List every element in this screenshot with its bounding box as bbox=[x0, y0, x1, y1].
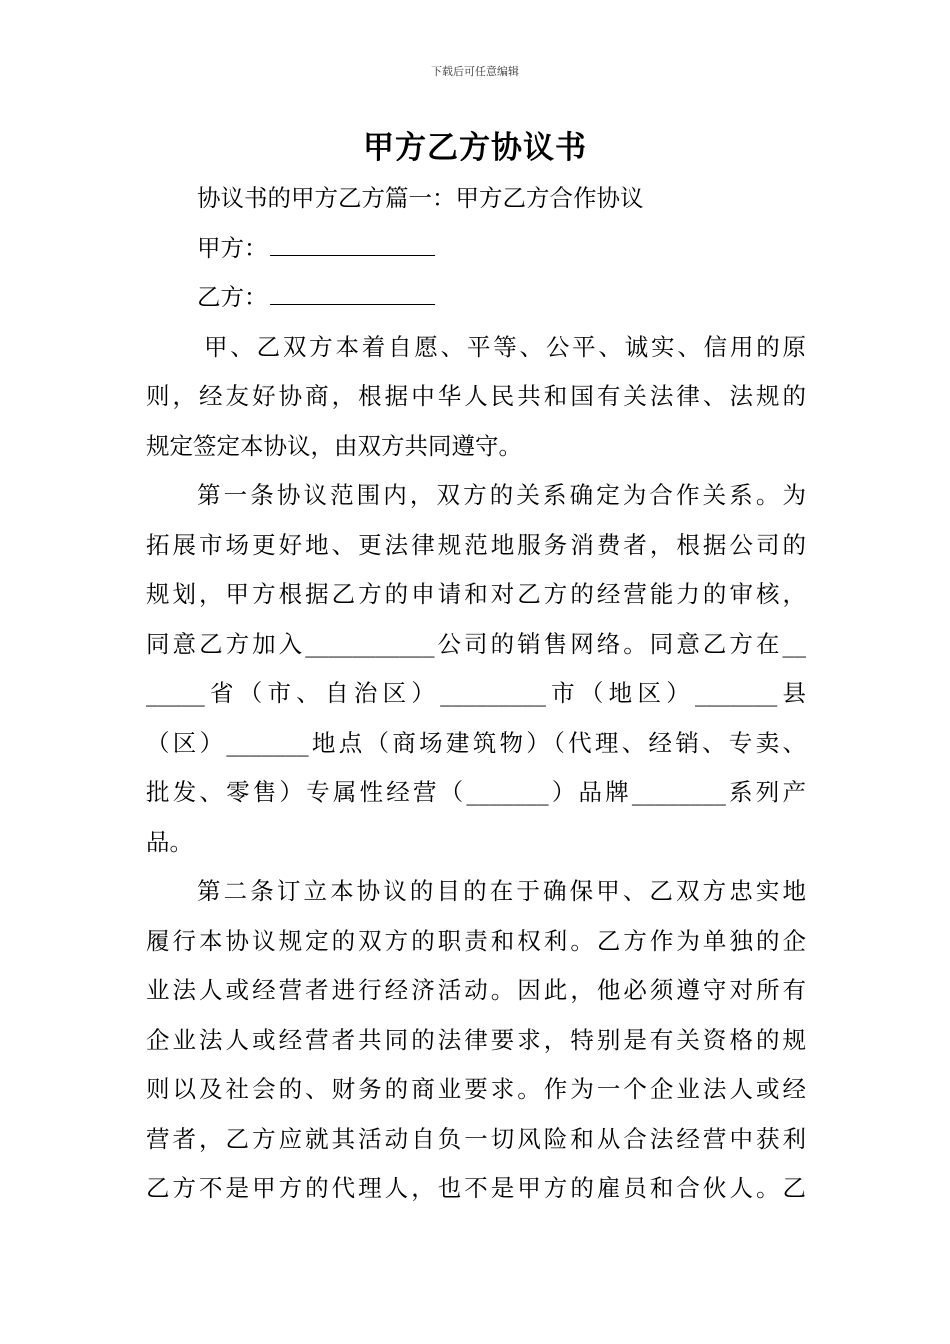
paragraph-line: 则以及社会的、财务的商业要求。作为一个企业法人或经 bbox=[146, 1075, 806, 1103]
paragraph-article-2 bbox=[146, 867, 806, 1214]
paragraph-line: 乙方不是甲方的代理人，也不是甲方的雇员和合伙人。乙 bbox=[146, 1174, 806, 1202]
document-body bbox=[146, 174, 806, 1214]
paragraph-line: 同意乙方加入___________公司的销售网络。同意乙方在__ bbox=[146, 629, 806, 658]
paragraph-line: 履行本协议规定的双方的职责和权利。乙方作为单独的企 bbox=[146, 926, 806, 955]
document-subtitle: 协议书的甲方乙方篇一：甲方乙方合作协议 bbox=[197, 184, 644, 212]
party-b-label: 乙方： bbox=[197, 283, 268, 311]
paragraph-line: 规定签定本协议，由双方共同遵守。 bbox=[146, 431, 522, 460]
party-a-blank bbox=[270, 254, 435, 256]
paragraph-line: 品。 bbox=[146, 827, 193, 856]
paragraph-line: 第二条订立本协议的目的在于确保甲、乙双方忠实地 bbox=[197, 877, 806, 905]
party-b-blank bbox=[270, 303, 435, 305]
paragraph-principles bbox=[146, 323, 806, 472]
header-note: 下载后可任意编辑 bbox=[431, 65, 519, 78]
paragraph-article-1 bbox=[146, 471, 806, 867]
party-b-line bbox=[146, 273, 806, 323]
party-a-line bbox=[146, 224, 806, 274]
paragraph-line: 营者，乙方应就其活动自负一切风险和从合法经营中获利 bbox=[146, 1124, 806, 1153]
paragraph-line: 企业法人或经营者共同的法律要求，特别是有关资格的规 bbox=[146, 1025, 806, 1054]
paragraph-line: 批发、零售）专属性经营（_______）品牌________系列产 bbox=[146, 778, 806, 806]
paragraph-line: _____省（市、自治区）_________市（地区）_______县 bbox=[146, 679, 806, 707]
paragraph-line: 业法人或经营者进行经济活动。因此，他必须遵守对所有 bbox=[146, 976, 806, 1004]
party-a-label: 甲方： bbox=[197, 233, 268, 262]
paragraph-line: 第一条协议范围内，双方的关系确定为合作关系。为 bbox=[197, 481, 806, 509]
paragraph-line: 规划，甲方根据乙方的申请和对乙方的经营能力的审核， bbox=[146, 580, 806, 608]
paragraph-line: 甲、乙双方本着自愿、平等、公平、诚实、信用的原 bbox=[204, 332, 806, 361]
paragraph-line: （区）_______地点（商场建筑物）（代理、经销、专卖、 bbox=[146, 728, 806, 757]
paragraph-line: 则，经友好协商，根据中华人民共和国有关法律、法规的 bbox=[146, 382, 806, 410]
paragraph-line: 拓展市场更好地、更法律规范地服务消费者，根据公司的 bbox=[146, 530, 806, 559]
document-title: 甲方乙方协议书 bbox=[363, 130, 587, 166]
